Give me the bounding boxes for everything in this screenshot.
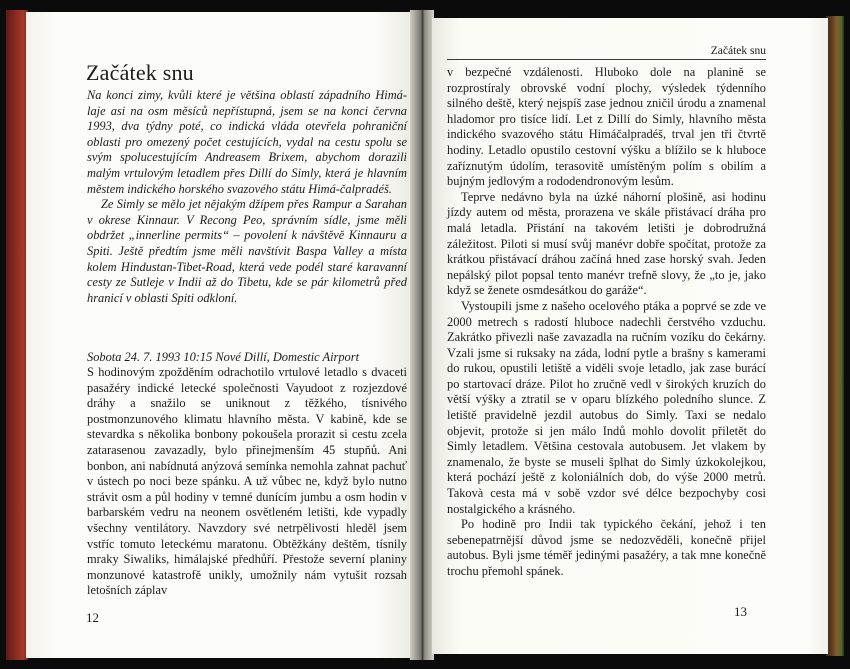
body-paragraph: Po hodině pro Indii tak typického čekání, jehož i ten sebenepatrnější důvod jsme se nedozvěděli, konečně přijel autobus. Byli jsme téměř jedinými pasažéry, a tak mne konečně trochu přemohl spánek.	[447, 517, 766, 578]
intro-paragraph: Na konci zimy, kvůli které je většina oblastí západního Himá-laje asi na osm měsíců nepřístupná, jsem se na konci června 1993, dva týdny poté, co indická vláda otevřela pohraniční oblasti pro omezený počet cestujících, vydal na cestu spolu se svým spolucestujícím Andreasem Brixem, abychom dorazili malým vrtulovým letadlem přes Dillí do Simly, která je hlavním městem indického horského svazového státu Himá-čalpradéš.	[87, 88, 407, 196]
running-head: Začátek snu	[447, 44, 766, 60]
book-cover-edge-right	[826, 16, 844, 656]
intro-paragraph: Ze Simly se mělo jet nějakým džípem přes Rampur a Sarahan v okrese Kinnaur. V Recong Peo, správním sídle, jsme měli obdržet „innerline permits“ – povolení k návštěvě Kinnauru a Spiti. Ještě předtím jsme měli navštívit Baspa Valley a místa kolem Hindustan-Tibet-Road, která vede podél staré karavanní cesty ze Sutleje v Indii až do Tibetu, kde se pár kilometrů před hranicí v oblasti Spiti odkloní.	[87, 197, 407, 305]
right-page-body	[447, 65, 766, 580]
left-page-body	[87, 365, 407, 599]
page-number-right: 13	[734, 604, 747, 619]
diary-entry-date: Sobota 24. 7. 1993 10:15 Nové Dillí, Domestic Airport	[87, 350, 360, 364]
chapter-title: Začátek snu	[86, 60, 194, 85]
body-paragraph: Vystoupili jsme z našeho ocelového ptáka a poprvé se zde ve 2000 metrech s radostí hluboce nadechli čerstvého vzduchu. Zakrátko přivezli naše zavazadla na ručním vozíku do čekárny. Vzali jsme si ruksaky na záda, lodní pytle a brašny s kamerami do rukou, opustili letiště a viděli svoje letadlo, jak zase burácí po startovací dráze. Pilot ho zručně vedl v širokých kruzích do větší výšky a ztratil se v oparu blízkého poledního slunce. Z letiště pravidelně jezdil autobus do Simly. Taxi se nedalo objevit, protože si jen málo Indů mohlo dovolit přiletět do Simly letadlem. Většina cestovala autobusem. Jet vlakem by znamenalo, že byste se museli šplhat do Simly úzkokolejkou, která pochází ještě z koloniálních dob, do výše 2000 metrů. Takovà cesta má v sobě vzdor své délce bezpochyby cosi nostalgického a krásného.	[447, 298, 766, 516]
page-number-left: 12	[86, 610, 99, 625]
body-paragraph: v bezpečné vzdálenosti. Hluboko dole na planině se rozprostíraly obrovské vodní plochy, výsledek týdenního silného deště, který nejspíš zase jednou zničil úrodu a znamenal hladomor pro tisíce lidí. Let z Dillí do Simly, hlavního města indického svazového státu Himáčalpradéš, trval jen tři čtvrtě hodiny. Letadlo opustilo cestovní výšku a blížilo se k hluboce zaříznutým údolím, terasovitě umístěným polím s obilím a bujným jedlovým a rododendronovým lesům.	[447, 65, 766, 189]
right-page	[432, 18, 828, 654]
body-paragraph: Teprve nedávno byla na úzké náhorní plošině, asi hodinu jízdy autem od města, prorazena ve skále přistávací dráha pro malá letadla. Přistání na takovém letišti je dobrodružná záležitost. Piloti si musí svůj manévr dobře spočítat, protože za krátkou přistávací dráhou začíná hned zase horský svah. Jeden nepálský pilot popsal tento manévr trefně slovy, že „to je, jako když se ženete osmdesátkou do garáže“.	[447, 189, 766, 298]
book-cover-edge-left	[6, 10, 28, 660]
left-page	[26, 12, 412, 658]
book-gutter	[410, 10, 434, 660]
chapter-intro	[87, 88, 407, 306]
body-paragraph: S hodinovým zpožděním odrachotilo vrtulové letadlo s dvaceti pasažéry indické letecké společnosti Vayudoot z rozjezdové dráhy a snažilo se uniknout z těžkého, tísnivého postmonzunového klimatu hlavního města. V kabině, kde se stevardka s několika bonbony pokoušela prorazit si cestu zcela zatarasenou zavazadly, bylo přinejmenším 45 stupňů. Ani bonbon, ani nabídnutá anýzová semínka nemohla zahnat pachuť v ústech po noci beze spánku. A už vůbec ne, když bylo nutno strávit osm a půl hodiny v temné dunícím jumbu a osm hodin v barbarském vedru na neonem osvětleném letišti, kde vypadly všechny ventilátory. Navzdory své netrpělivosti hleděl jsem vstříc tomuto leteckému maratonu. Obtěžkány deštěm, tísnily mraky Siwaliks, himálajské předhůří. Přestože severní planiny monzunové katastrofě unikly, umožnily nám vytušit rozsah letošních záplav	[87, 365, 407, 598]
